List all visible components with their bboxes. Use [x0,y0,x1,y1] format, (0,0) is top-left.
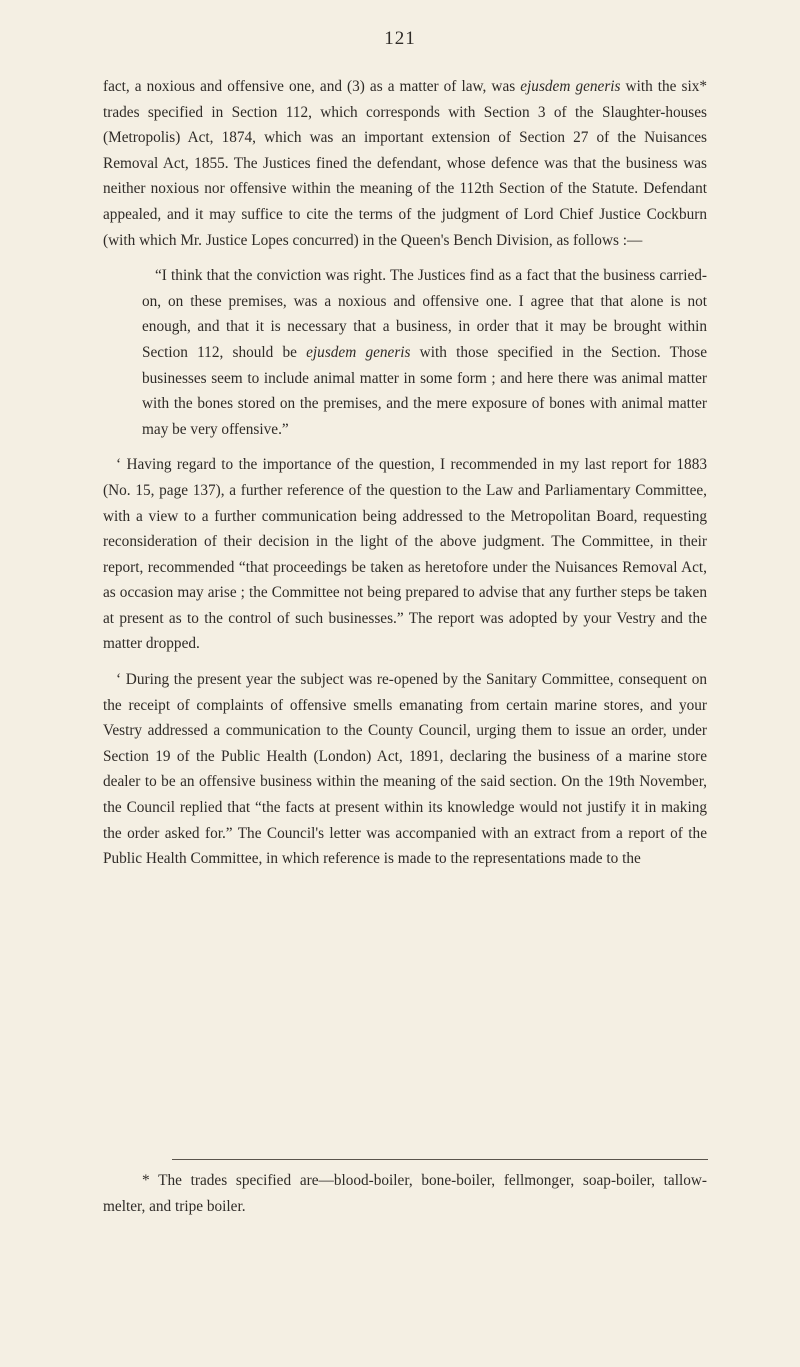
quote-text: “I think that the conviction was right. The Justices find as a fact that the business carried-on, on these premises, was a noxious and offensive one. I agree that that alone is not enough, and that it is necessary that a business, in order that it may be brought within Section 112, should be [142,267,707,361]
latin-phrase: ejusdem generis [520,78,621,95]
page-number: 121 [384,28,416,49]
footnote-divider [172,1159,708,1160]
paragraph-county-council: ‘ During the present year the subject was re-opened by the Sanitary Committee, consequent on the receipt of complaints of offensive smells emanating from certain marine stores, and your Vestry addressed a communication to the County Council, urging them to issue an order, under Section 19 of the Public Health (London) Act, 1891, declaring the business of a marine store dealer to be an offensive business within the meaning of the said section. On the 19th November, the Council replied that “the facts at present within its knowledge would not justify it in making the order asked for.” The Council's letter was accompanied with an extract from a report of the Public Health Committee, in which reference is made to the representations made to the [103,671,707,868]
judgment-quote [142,263,707,442]
paragraph-continuation [103,74,707,253]
paragraph-1883-report: ‘ Having regard to the importance of the question, I recommended in my last report for 1883 (No. 15, page 137), a further reference of the question to the Law and Parliamentary Committee, with a view to a further communication being addressed to the Metropolitan Board, requesting reconsideration of their decision in the light of the above judgment. The Committee, in their report, recommended “that proceedings be taken as heretofore under the Nuisances Removal Act, as occasion may arise ; the Committee not being prepared to advise that any further steps be taken at present as to the control of such businesses.” The report was adopted by your Vestry and the matter dropped. [103,456,707,653]
quote-text: with those specified in the Section. Those businesses seem to include animal matter in some form ; and here there was animal matter with the bones stored on the premises, and the mere exposure of bones with animal matter may be very offensive.” [142,343,707,438]
body-text [103,74,707,872]
footnote: * The trades specified are—blood-boiler, bone-boiler, fellmonger, soap-boiler, tallow-melter, and tripe boiler. [103,1172,707,1215]
paragraph-text: with the six* trades specified in Section 112, which corresponds with Section 3 of the Slaughter-houses (Metropolis) Act, 1874, which was an important extension of Section 27 of the Nuisances Removal Act, 1855. The Justices fined the defendant, whose defence was that the business was neither noxious nor offensive within the meaning of the 112th Section of the Statute. Defendant appealed, and it may suffice to cite the terms of the judgment of Lord Chief Justice Cockburn (with which Mr. Justice Lopes concurred) in the Queen's Bench Division, as follows :— [103,78,708,249]
latin-phrase: ejusdem generis [306,343,411,361]
paragraph-text: fact, a noxious and offensive one, and (3) as a matter of law, was [103,78,521,95]
